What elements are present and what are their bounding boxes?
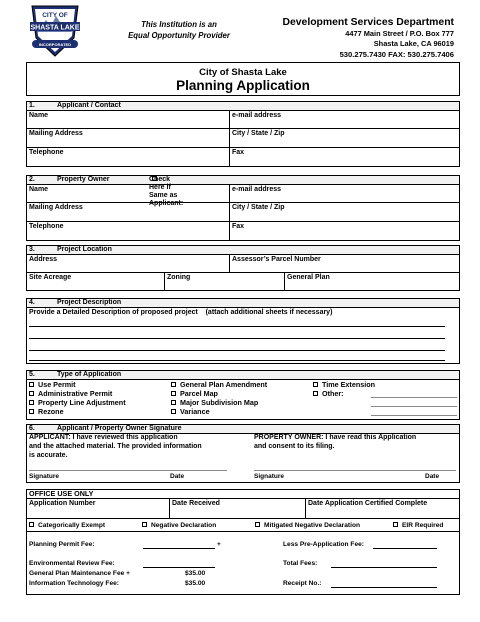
description-prompt: Provide a Detailed Description of proposed project (attach additional sheets if necessary)	[29, 309, 333, 316]
equal-opportunity-note	[116, 19, 242, 41]
eop-line-2: Equal Opportunity Provider	[128, 31, 230, 40]
section-number: 2.	[29, 176, 35, 183]
zoning-field[interactable]: Zoning	[164, 273, 284, 290]
section-number: 6.	[29, 425, 35, 432]
same-as-applicant-checkbox[interactable]	[152, 176, 157, 181]
receipt-line[interactable]	[331, 587, 437, 588]
section-applicant	[26, 101, 460, 167]
owner-signature-label: Signature	[254, 473, 284, 480]
applicant-date-label: Date	[170, 473, 185, 480]
section-project-description	[26, 298, 460, 364]
option-use-permit[interactable]: Use Permit	[29, 380, 76, 389]
location-address-field[interactable]: Address	[29, 256, 58, 263]
applicant-email-field[interactable]: e-mail address	[229, 111, 459, 128]
section-signature	[26, 424, 460, 483]
city-title: City of Shasta Lake	[199, 67, 287, 78]
general-plan-field[interactable]: General Plan	[284, 273, 459, 290]
total-fees-label: Total Fees:	[283, 560, 318, 567]
owner-telephone-field[interactable]: Telephone	[29, 223, 64, 230]
less-pre-app-line[interactable]	[373, 548, 437, 549]
section-title: Project Description	[57, 299, 122, 306]
section-number: 3.	[29, 246, 35, 253]
check-eir-required[interactable]: EIR Required	[393, 521, 443, 530]
applicant-telephone-field[interactable]: Telephone	[29, 149, 64, 156]
it-fee-amount: $35.00	[185, 580, 206, 587]
section-number: 1.	[29, 102, 35, 109]
option-general-plan-amendment[interactable]: General Plan Amendment	[171, 380, 267, 389]
section-project-location	[26, 245, 460, 291]
section-header	[27, 299, 459, 308]
logo-main-text: SHASTA LAKE	[30, 24, 80, 32]
application-number-field[interactable]: Application Number	[29, 500, 96, 507]
check-mitigated-negative-declaration[interactable]: Mitigated Negative Declaration	[255, 521, 360, 530]
it-fee-label: Information Technology Fee:	[29, 580, 119, 587]
other-line-2[interactable]	[371, 406, 457, 407]
section-property-owner	[26, 175, 460, 241]
plus-sign: +	[217, 541, 221, 548]
option-rezone[interactable]: Rezone	[29, 407, 64, 416]
owner-signature-line[interactable]	[254, 470, 456, 471]
owner-city-field[interactable]: City / State / Zip	[229, 203, 459, 221]
owner-fax-field[interactable]: Fax	[229, 222, 459, 240]
other-line-1[interactable]	[371, 397, 457, 398]
applicant-signature-label: Signature	[29, 473, 59, 480]
section-header	[27, 246, 459, 255]
option-time-extension[interactable]: Time Extension	[313, 380, 375, 389]
receipt-label: Receipt No.:	[283, 580, 322, 587]
option-property-line-adjustment[interactable]: Property Line Adjustment	[29, 398, 126, 407]
city-logo	[26, 2, 84, 58]
address-line-2: Shasta Lake, CA 96019	[373, 39, 454, 48]
section-title: Type of Application	[57, 371, 122, 378]
logo-bottom-text: INCORPORATED	[38, 42, 72, 47]
option-administrative-permit[interactable]: Administrative Permit	[29, 389, 112, 398]
form-title: Planning Application	[176, 78, 310, 93]
logo-top-text: CITY OF	[42, 12, 68, 19]
section-title: Project Location	[57, 246, 112, 253]
site-acreage-field[interactable]: Site Acreage	[29, 274, 72, 281]
office-use-section	[26, 489, 460, 595]
applicant-statement: APPLICANT: I have reviewed this application and the attached material. The provided information is accurate.	[29, 434, 202, 459]
section-title: Property Owner	[57, 176, 110, 183]
phone-fax: 530.275.7430 FAX: 530.275.7406	[339, 50, 454, 59]
section-header	[27, 371, 459, 380]
applicant-mailing-field[interactable]: Mailing Address	[29, 130, 83, 137]
section-title: Applicant / Contact	[57, 102, 121, 109]
gp-fee-label: General Plan Maintenance Fee +	[29, 570, 130, 577]
other-line-3[interactable]	[371, 415, 457, 416]
section-application-type	[26, 370, 460, 420]
check-negative-declaration[interactable]: Negative Declaration	[142, 521, 216, 530]
planning-fee-label: Planning Permit Fee:	[29, 541, 95, 548]
section-title: Applicant / Property Owner Signature	[57, 425, 182, 432]
date-certified-field[interactable]: Date Application Certified Complete	[305, 499, 459, 518]
owner-mailing-field[interactable]: Mailing Address	[29, 204, 83, 211]
section-number: 5.	[29, 371, 35, 378]
gp-fee-amount: $35.00	[185, 570, 206, 577]
date-received-field[interactable]: Date Received	[169, 499, 305, 518]
option-major-subdivision-map[interactable]: Major Subdivision Map	[171, 398, 258, 407]
owner-statement: PROPERTY OWNER: I have read this Application and consent to its filing.	[254, 434, 417, 450]
less-pre-app-label: Less Pre-Application Fee:	[283, 541, 364, 548]
parcel-number-field[interactable]: Assessor’s Parcel Number	[229, 255, 459, 272]
form-title-box	[26, 62, 460, 96]
applicant-signature-line[interactable]	[29, 470, 227, 471]
env-fee-label: Environmental Review Fee:	[29, 560, 115, 567]
option-other[interactable]: Other:	[313, 389, 344, 398]
check-categorically-exempt[interactable]: Categorically Exempt	[29, 521, 105, 530]
applicant-name-field[interactable]: Name	[29, 112, 49, 119]
owner-name-field[interactable]: Name	[29, 186, 49, 193]
address-line-1: 4477 Main Street / P.O. Box 777	[345, 29, 454, 38]
office-use-title: OFFICE USE ONLY	[27, 490, 459, 499]
planning-fee-line[interactable]	[143, 548, 215, 549]
owner-date-label: Date	[425, 473, 440, 480]
env-fee-line[interactable]	[143, 567, 215, 568]
department-info	[244, 16, 454, 60]
section-header: 2. Property Owner Check Here if Same as Applicant:	[27, 176, 459, 185]
department-name: Development Services Department	[282, 17, 454, 28]
option-variance[interactable]: Variance	[171, 407, 210, 416]
total-fees-line[interactable]	[331, 567, 437, 568]
applicant-fax-field[interactable]: Fax	[229, 148, 459, 166]
applicant-city-field[interactable]: City / State / Zip	[229, 129, 459, 147]
owner-email-field[interactable]: e-mail address	[229, 185, 459, 202]
eop-line-1: This Institution is an	[141, 20, 217, 29]
option-parcel-map[interactable]: Parcel Map	[171, 389, 218, 398]
section-number: 4.	[29, 299, 35, 306]
section-header	[27, 102, 459, 111]
